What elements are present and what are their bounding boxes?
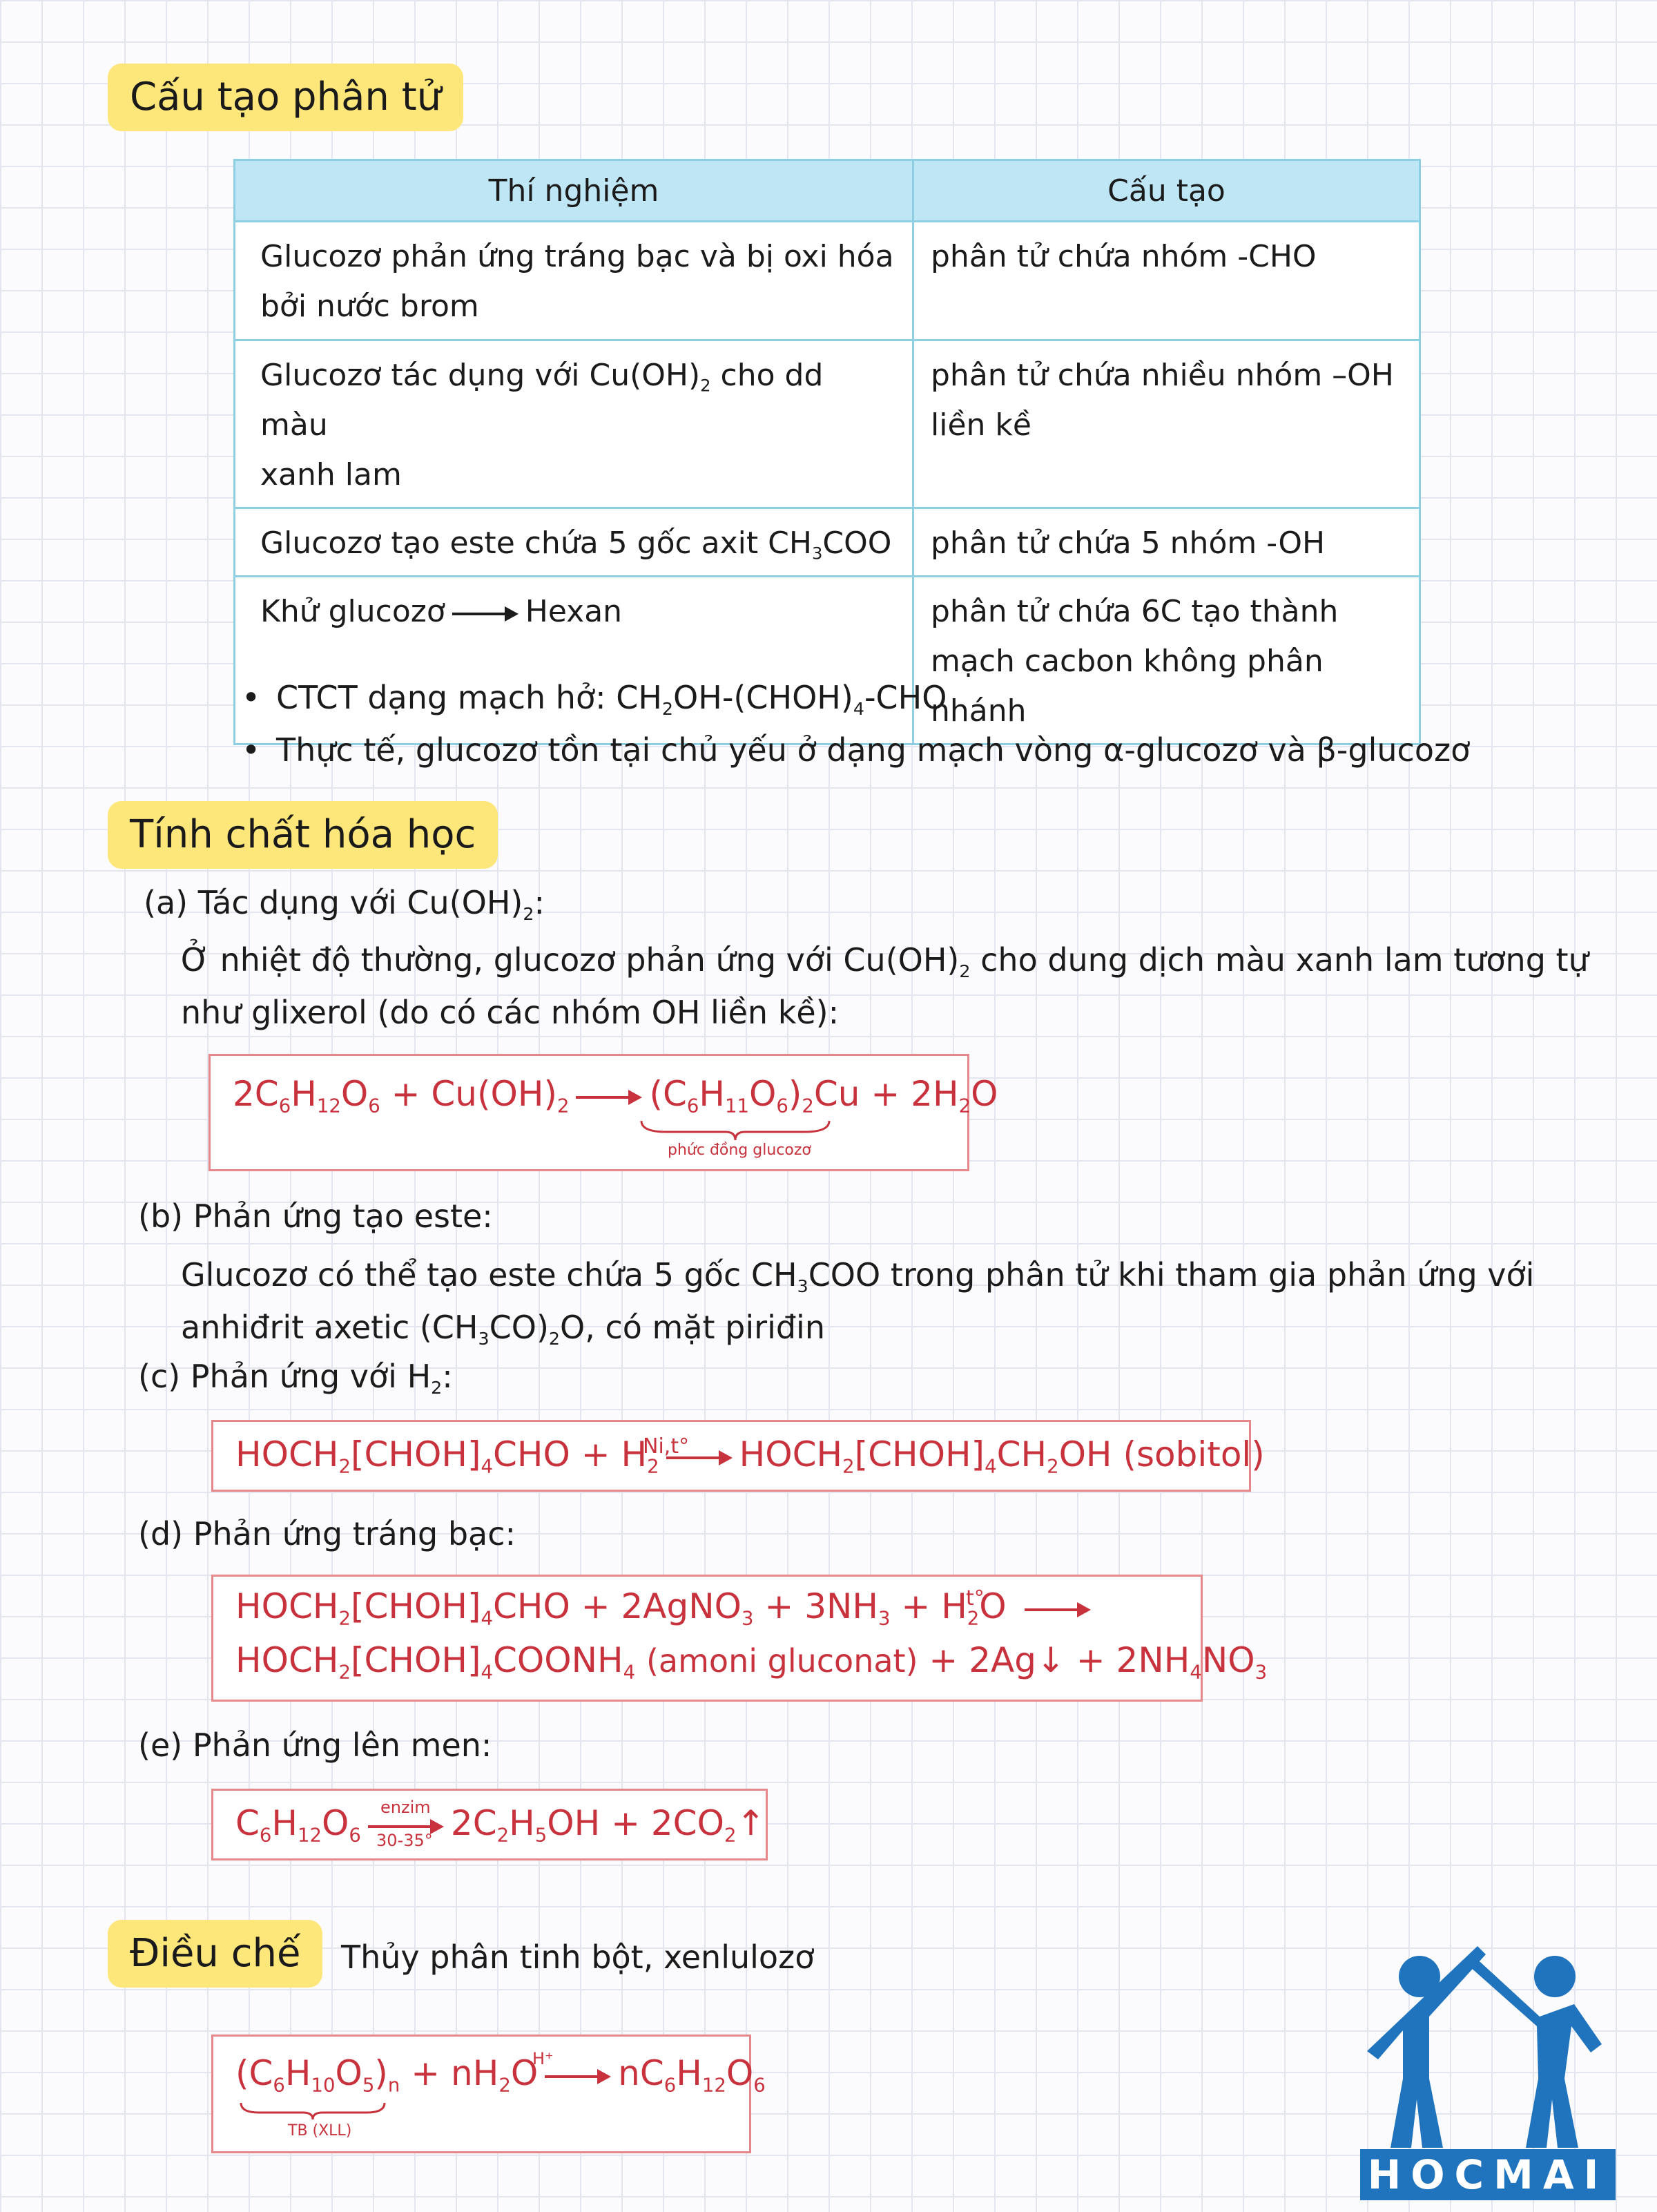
table-cell-experiment: Glucozơ tạo este chứa 5 gốc axit $CH_3COO$ [235,508,913,577]
reaction-condition-prep: H⁺ [532,2049,554,2068]
reaction-condition-e-top: enzim [380,1798,431,1817]
equation-c: $HOCH_2[CHOH]_4CHO + H_2$ $HOCH_2[CHOH]_4CH_2OH$ (sobitol) [235,1434,1265,1478]
brace-icon [238,2100,387,2121]
table-cell-experiment: Glucozơ tác dụng với $Cu(OH)_2$ cho dd màu xanh lam [235,340,913,508]
table-header-structure: Cấu tạo [913,160,1420,222]
arrow-icon [1025,1602,1091,1616]
equation-box-d [211,1575,1268,1702]
prep-description: Thủy phân tinh bột, xenlulozơ [341,1939,815,1976]
subsection-title-d: (d) Phản ứng tráng bạc: [138,1515,516,1552]
table-header-experiment: Thí nghiệm [235,160,913,222]
brace-icon [639,1118,832,1142]
arrow-icon [452,606,519,620]
arrow-icon [576,1090,642,1104]
equation-box-e [211,1789,768,1860]
equation-d-line1: $HOCH_2[CHOH]_4CHO$ + 2AgNO$_3$ + $3NH_3 + H_2O$ [235,1586,1098,1626]
table-row [235,222,1420,340]
equation-box-prep [211,2035,766,2153]
table-cell-structure: phân tử chứa 5 nhóm -OH [913,508,1420,577]
reaction-condition-e-bottom: 30-35° [376,1831,433,1850]
arrow-icon [545,2069,611,2083]
paragraph-a: Ở nhiệt độ thường, glucozơ phản ứng với $Cu(OH)_2$ cho dung dịch màu xanh lam tương tự như glixerol (do có các nhóm OH liền kề): [181,941,1589,1031]
reaction-condition-c: Ni,t° [643,1434,690,1459]
structure-notes [262,671,1470,776]
paragraph-b: Glucozơ có thể tạo este chứa 5 gốc $CH_3COO$ trong phân tử khi tham gia phản ứng với anhiđrit axetic $(CH_3CO)_2O$, có mặt piriđin [181,1256,1535,1349]
table-cell-experiment: Glucozơ phản ứng tráng bạc và bị oxi hóa bởi nước brom [235,222,913,340]
section-heading-prep: Điều chế [108,1920,322,1988]
equation-e: $C_6H_{12}O_6$ $2C_2H_5OH$ + $2CO_2↑$ [235,1803,766,1847]
table-cell-structure: phân tử chứa 6C tạo thành mạch cacbon không phân nhánh [913,577,1420,744]
equation-box-c [211,1420,1265,1492]
equation-d-line2: $HOCH_2[CHOH]_4COONH_4$ (amoni gluconat) + 2Ag↓ + $2NH_4NO_3$ [235,1640,1268,1684]
subsection-title-e: (e) Phản ứng lên men: [138,1727,492,1764]
table-row [235,340,1420,508]
list-item: • CTCT dạng mạch hở: $CH_2OH-(CHOH)_4$-CHO [262,671,1470,724]
subsection-title-a: (a) Tác dụng với $Cu(OH)_2$: [144,884,545,924]
table-cell-structure: phân tử chứa nhóm -CHO [913,222,1420,340]
section-heading-chemical: Tính chất hóa học [108,801,498,869]
subsection-title-b: (b) Phản ứng tạo este: [138,1198,493,1235]
starch-cellulose-label: TB (XLL) [288,2122,352,2139]
hocmai-logo [1353,1941,1629,2203]
subsection-title-c: (c) Phản ứng với $H_2$: [138,1358,453,1398]
equation-box-a [209,1054,998,1171]
structure-table [233,159,1421,745]
equation-a: $2C_6H_{12}O_6 + Cu(OH)_2$ $(C_6H_{11}O_6)_2Cu + 2H_2O$ [233,1074,998,1117]
logo-wordmark: HOCMAI [1360,2149,1616,2200]
table-cell-structure: phân tử chứa nhiều nhóm –OH liền kề [913,340,1420,508]
reaction-condition-d: t° [966,1586,985,1610]
table-row [235,508,1420,577]
list-item: • Thực tế, glucozơ tồn tại chủ yếu ở dạng mạch vòng α-glucozơ và β-glucozơ [262,724,1470,776]
complex-label: phức đồng glucozơ [668,1142,811,1159]
table-cell-experiment: Khử glucozơ Hexan [235,577,913,744]
section-heading-structure: Cấu tạo phân tử [108,64,463,131]
equation-prep: $(C_6H_{10}O_5)_n + nH_2O$ $nC_6H_{12}O_6$ [235,2053,766,2097]
